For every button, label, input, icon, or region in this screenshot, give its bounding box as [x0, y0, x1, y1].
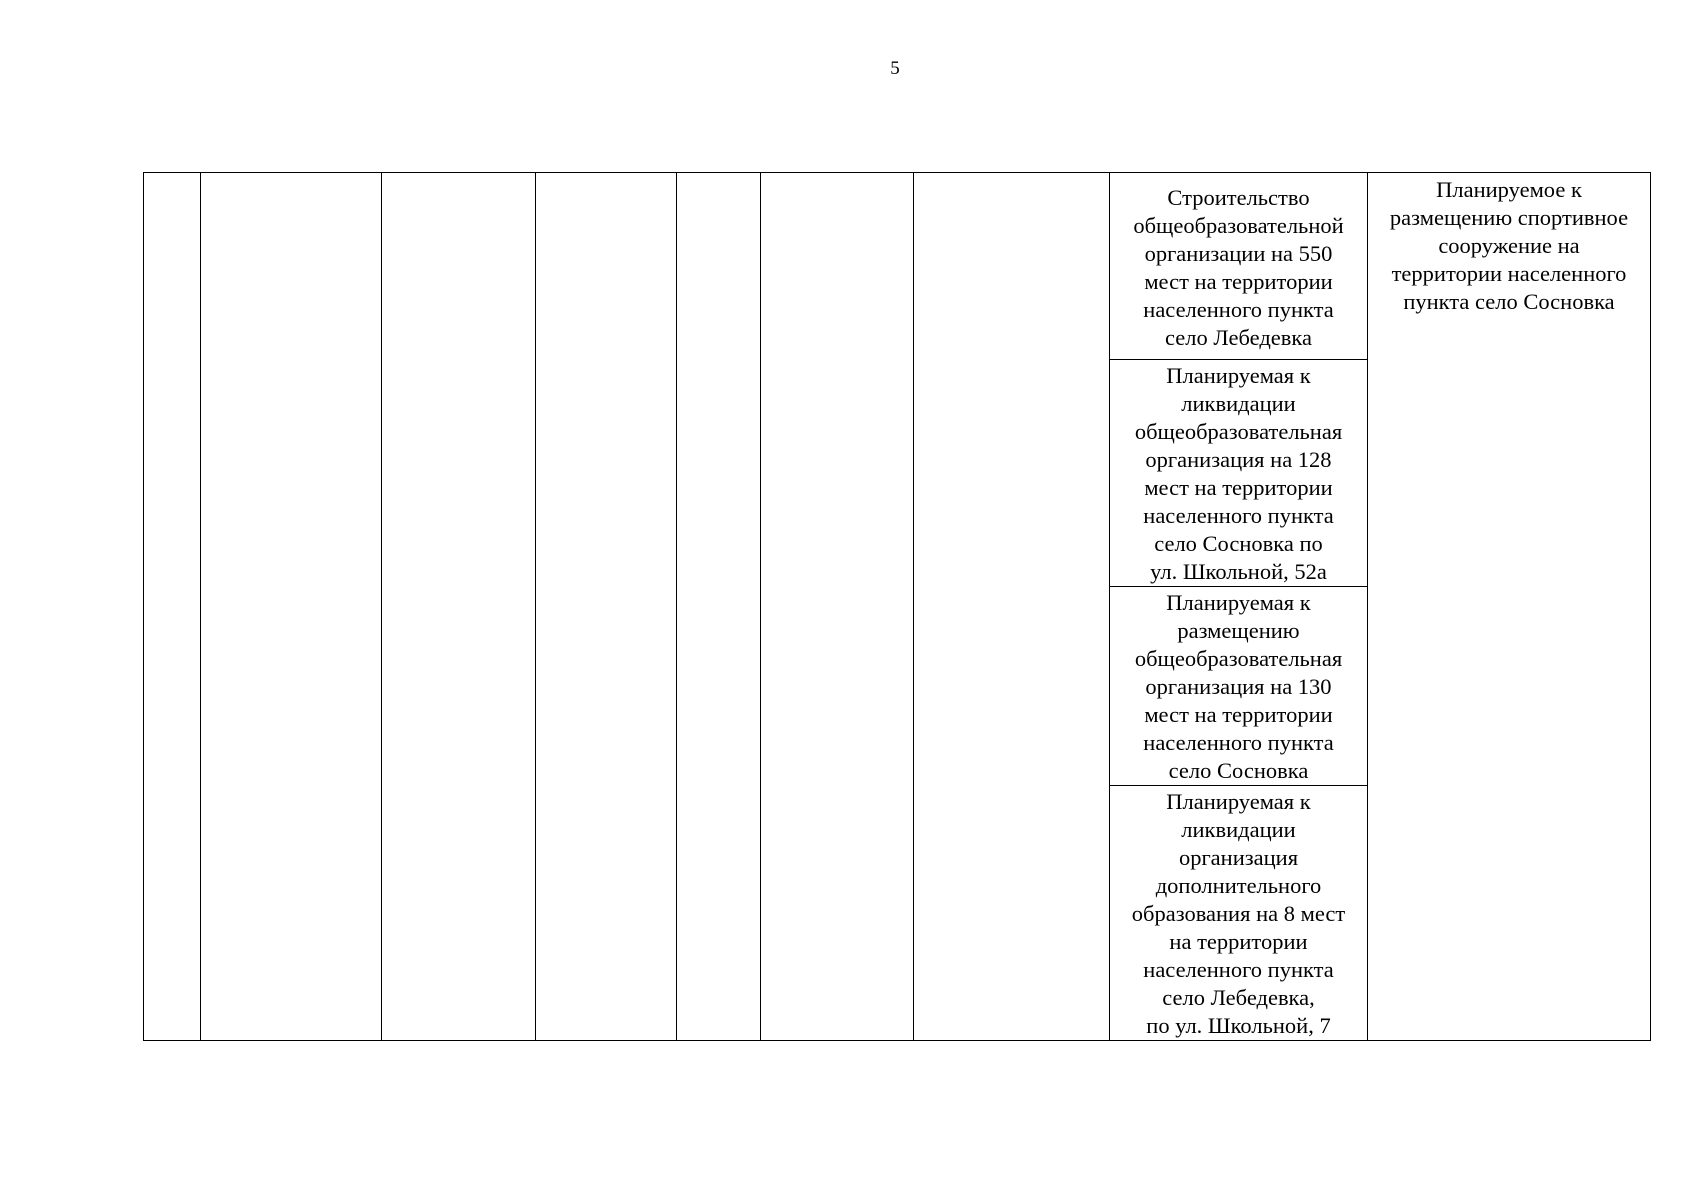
construction-school-lebedevka-text: Строительство общеобразовательной организации на 550 мест на территории населенного пункта село Лебедевка — [1133, 185, 1344, 350]
placement-school-sosnovka-text: Планируемая к размещению общеобразовательная организация на 130 мест на территории населенного пункта село Сосновка — [1134, 590, 1343, 783]
sport-facility-cell — [1368, 173, 1651, 1041]
empty-cell-col-4 — [536, 173, 677, 1041]
liquidation-additional-education-cell — [1110, 786, 1368, 1041]
empty-cell-col-5 — [677, 173, 761, 1041]
document-table — [143, 172, 1651, 1041]
empty-cell-col-7 — [914, 173, 1110, 1041]
empty-cell-col-1 — [144, 173, 201, 1041]
table-row — [144, 173, 1651, 360]
liquidation-school-sosnovka-cell — [1110, 360, 1368, 587]
empty-cell-col-2 — [201, 173, 382, 1041]
placement-school-sosnovka-cell — [1110, 587, 1368, 786]
construction-school-lebedevka-cell — [1110, 173, 1368, 360]
sport-facility-text: Планируемое к размещению спортивное сооружение на территории населенного пункта село Сосновка — [1389, 177, 1629, 314]
liquidation-school-sosnovka-text: Планируемая к ликвидации общеобразовательная организация на 128 мест на территории населенного пункта село Сосновка по ул. Школьной, 52а — [1134, 363, 1343, 584]
liquidation-additional-education-text: Планируемая к ликвидации организация дополнительного образования на 8 мест на территории населенного пункта село Лебедевка, по ул. Школьной, 7 — [1131, 789, 1346, 1038]
empty-cell-col-6 — [761, 173, 914, 1041]
page-number: 5 — [890, 58, 900, 79]
empty-cell-col-3 — [382, 173, 536, 1041]
